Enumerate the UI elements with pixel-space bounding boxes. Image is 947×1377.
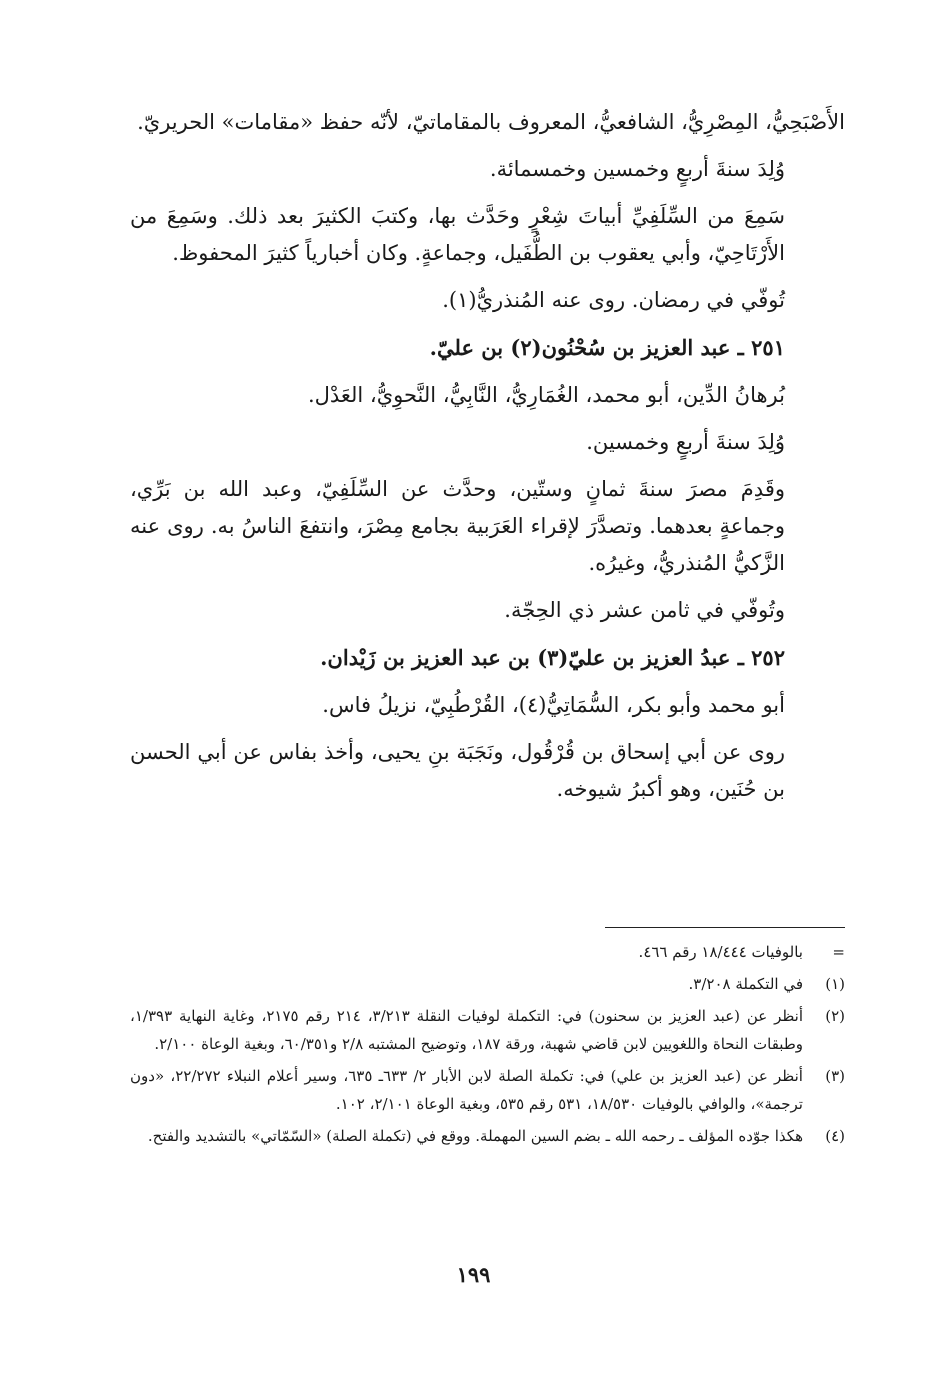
paragraph: وُلِدَ سنةَ أربعٍ وخمسين وخمسمائة. xyxy=(489,157,785,181)
footnote-text: هكذا جوّده المؤلف ـ رحمه الله ـ بضم السين المهملة. ووقع في (تكملة الصلة) «السّمّاتي» بالتشديد والفتح. xyxy=(147,1127,803,1145)
footnote-item xyxy=(130,938,845,966)
paragraph: تُوفّي في رمضان. روى عنه المُنذريُّ(١). xyxy=(442,288,785,312)
footnote-divider xyxy=(605,927,845,928)
footnote-text: في التكملة ٣/٢٠٨. xyxy=(688,975,803,993)
paragraph: بُرهانُ الدِّين، أبو محمد، الغُمَارِيُّ، النَّابِيُّ، النَّحوِيُّ، العَدْل. xyxy=(307,383,785,407)
footnote-text: أنظر عن (عبد العزيز بن سحنون) في: التكملة لوفيات النقلة ٣/٢١٣، ٢١٤ رقم ٢١٧٥، وغاية النهاية ١/٣٩٣، وطبقات النحاة واللغويين لابن قاضي شهبة، ورقة ١٨٧، وتوضيح المشتبه ٢/٨ و٦٠/٣٥١، وبغية الوعاة ٢/١٠٠. xyxy=(130,1007,803,1053)
paragraph: سَمِعَ من السِّلَفِيِّ أبياتَ شِعْرٍ وحَدَّث بها، وكتبَ الكثيرَ بعد ذلك. وسَمِعَ من الأَرْتَاحِيّ، وأبي يعقوب بن الطُّفَيل، وجماعةٍ. وكان أخبارياً كثيرَ المحفوظ. xyxy=(130,204,785,265)
entry-heading-251: ٢٥١ ـ عبد العزيز بن سُحْنُون(٢) بن عليّ. xyxy=(429,335,785,360)
footnote-item xyxy=(130,1062,845,1118)
footnote-item xyxy=(130,970,845,998)
footnote-number: (٣) xyxy=(825,1067,845,1085)
footnote-number: (١) xyxy=(825,975,845,993)
footnote-number: = xyxy=(832,943,845,961)
main-text xyxy=(130,104,845,818)
paragraph: وتُوفّي في ثامن عشر ذي الحِجّة. xyxy=(504,598,785,622)
paragraph: الأَصْبَحِيُّ، المِصْرِيُّ، الشافعيُّ، المعروف بالمقاماتيّ، لأنّه حفظ «مقامات» الحريريّ. xyxy=(137,110,845,134)
footnotes xyxy=(130,938,845,1154)
paragraph: أبو محمد وأبو بكر، السُّمَاتِيُّ(٤)، القُرْطُبِيّ، نزيلُ فاس. xyxy=(322,693,785,717)
paragraph: وُلِدَ سنةَ أربعٍ وخمسين. xyxy=(586,430,785,454)
page-number: ١٩٩ xyxy=(456,1262,491,1287)
footnote-number: (٤) xyxy=(825,1127,845,1145)
footnote-item xyxy=(130,1122,845,1150)
footnote-text: بالوفيات ١٨/٤٤٤ رقم ٤٦٦. xyxy=(638,943,803,961)
footnote-number: (٢) xyxy=(825,1007,845,1025)
paragraph: روى عن أبي إسحاق بن قُرْقُول، ونَجَبَة بنِ يحيى، وأخذ بفاس عن أبي الحسن بن حُنَين، وهو أكبرُ شيوخه. xyxy=(130,740,785,801)
footnote-text: أنظر عن (عبد العزيز بن علي) في: تكملة الصلة لابن الأبار ٢/ ٦٣٣ـ ٦٣٥، وسير أعلام النبلاء ٢٢/٢٧٢، «دون ترجمة»، والوافي بالوفيات ١٨/٥٣٠، ٥٣١ رقم ٥٣٥، وبغية الوعاة ٢/١٠١، ١٠٢. xyxy=(130,1067,803,1113)
paragraph: وقَدِمَ مصرَ سنةَ ثمانٍ وستّين، وحدَّث عن السِّلَفِيّ، وعبد الله بن بَرِّي، وجماعةٍ بعدهما. وتصدَّرَ لإقراء العَرَبية بجامع مِصْرَ، وانتفعَ الناسُ به. روى عنه الزَّكيُّ المُنذريُّ، وغيرُه. xyxy=(130,477,785,575)
footnote-item xyxy=(130,1002,845,1058)
entry-heading-252: ٢٥٢ ـ عبدُ العزيز بن عليّ(٣) بن عبد العزيز بن زَيْدان. xyxy=(320,645,785,670)
